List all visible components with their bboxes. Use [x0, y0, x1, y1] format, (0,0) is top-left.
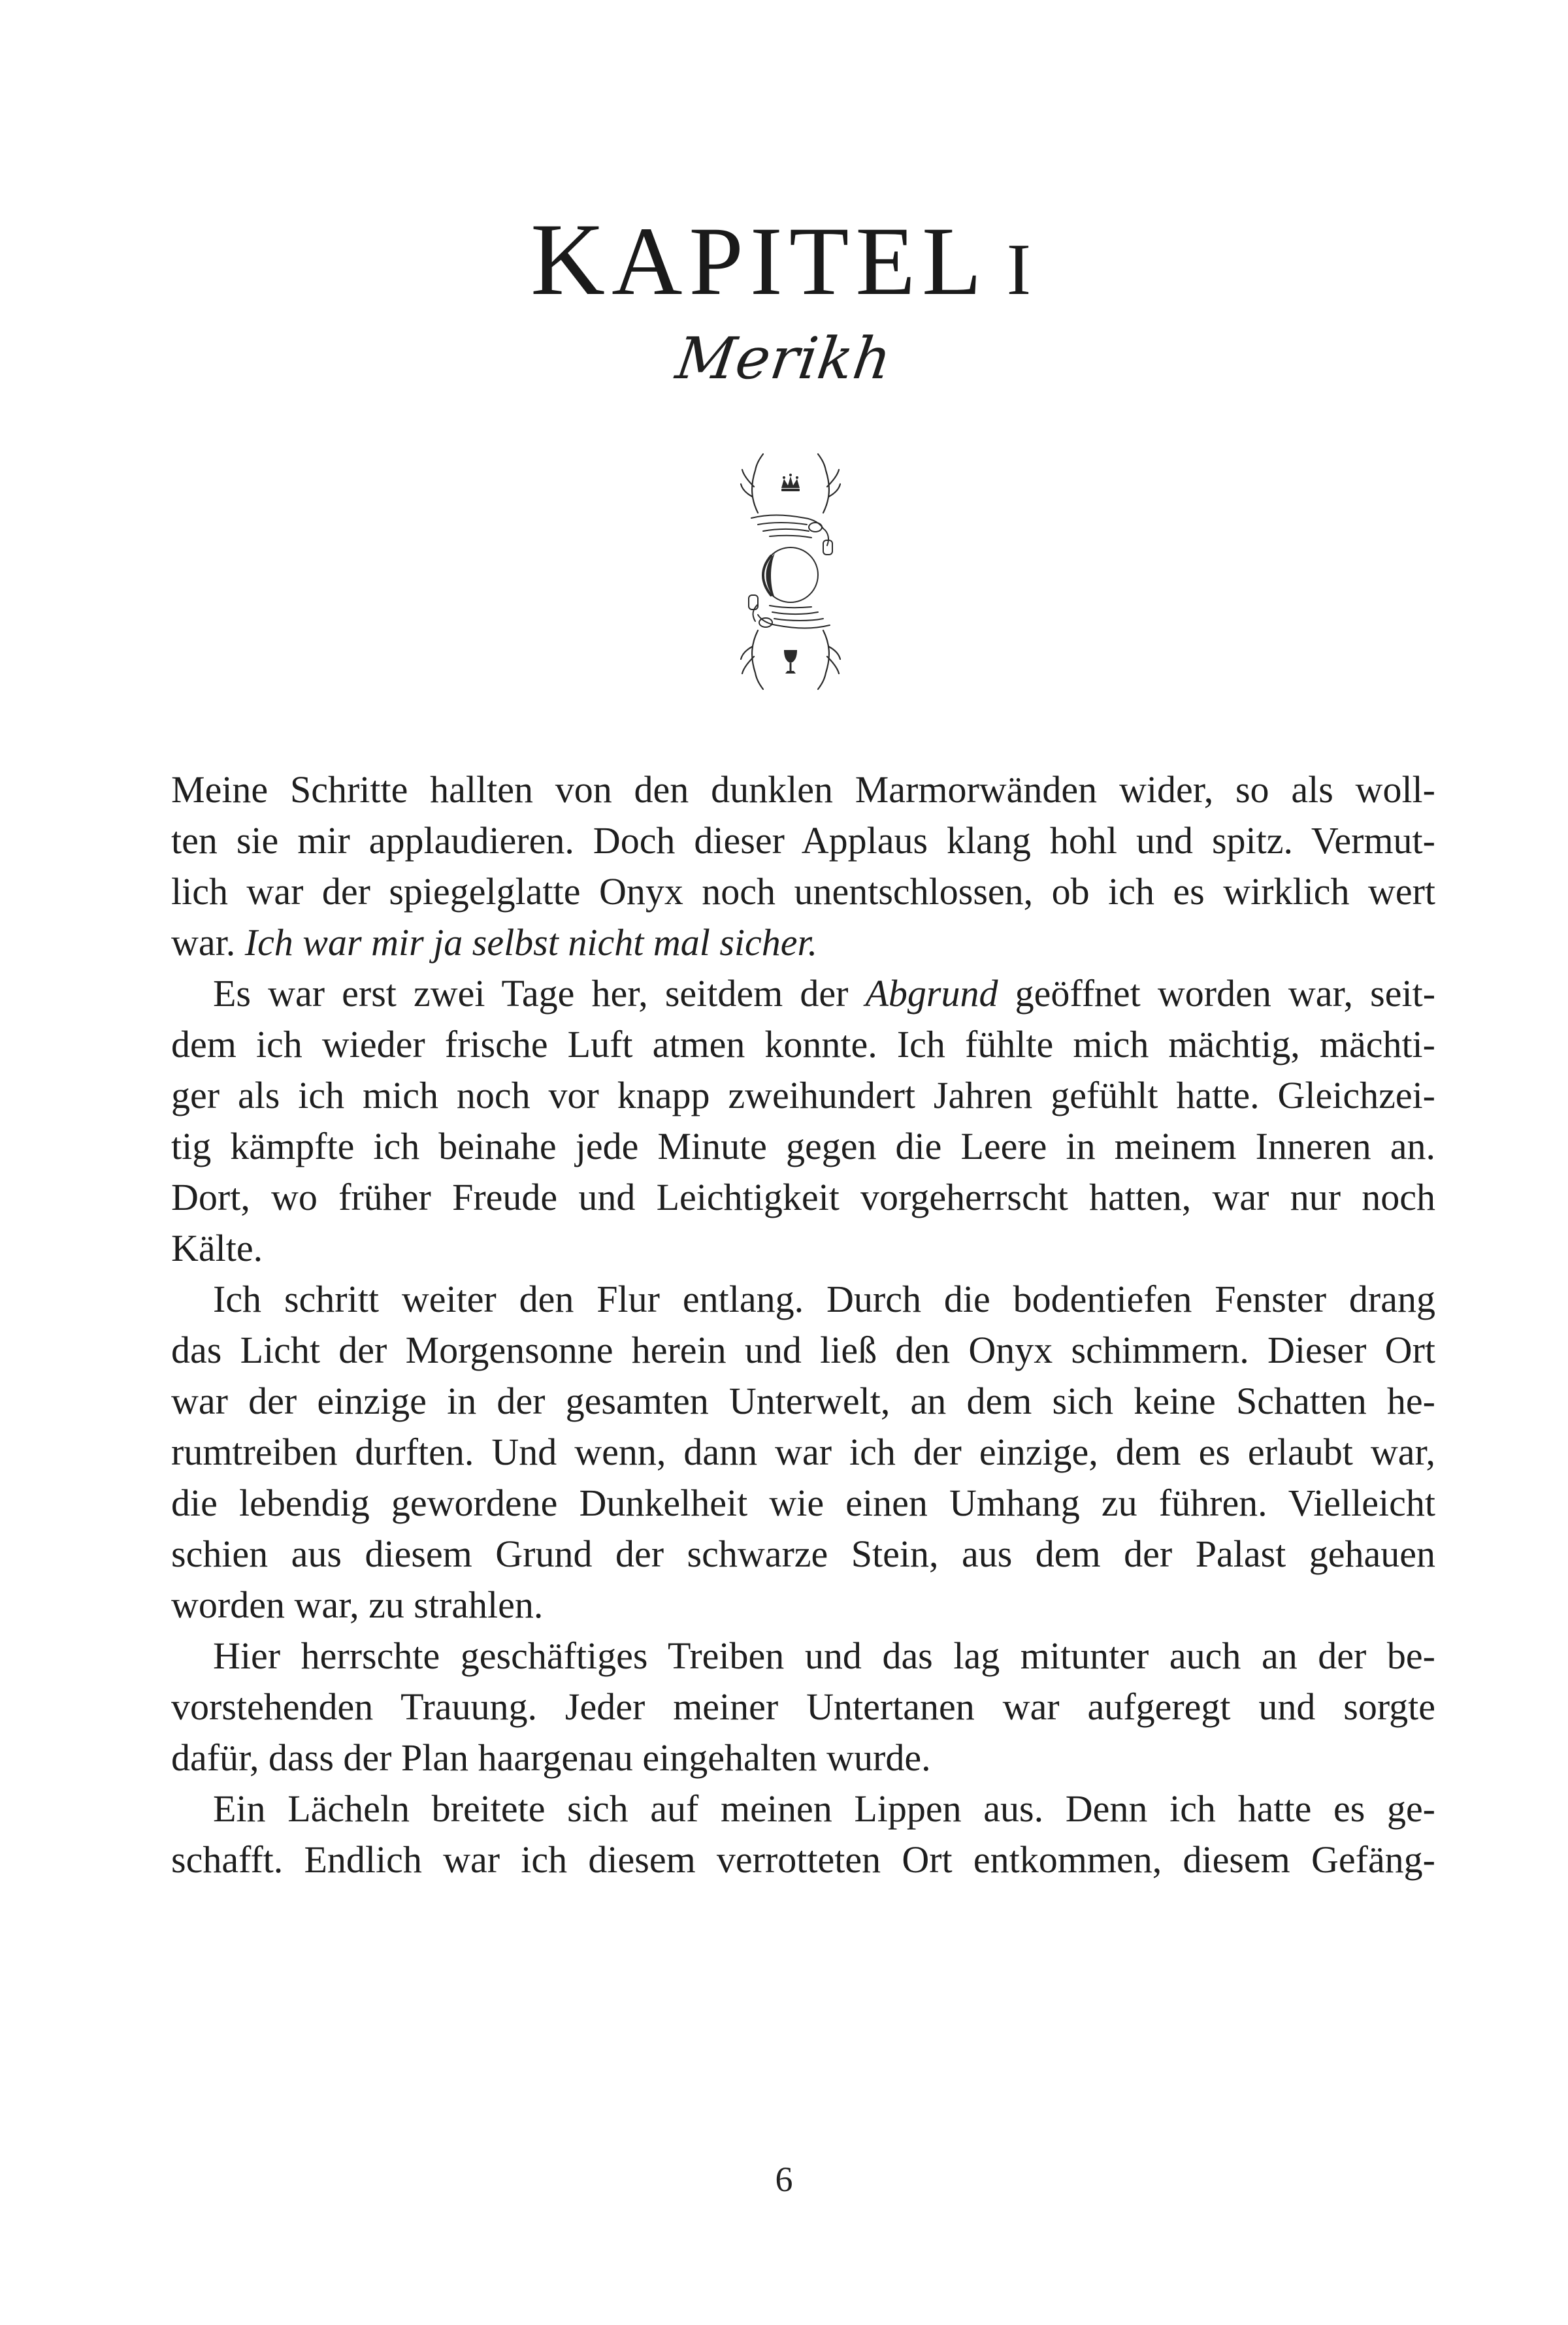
- italic-term: Abgrund: [865, 972, 998, 1015]
- text-line: dafür, dass der Plan haargenau eingehalten wurde.: [171, 1736, 931, 1779]
- text-line: ten sie mir applaudieren. Doch dieser Applaus klang hohl und spitz. Vermut-: [171, 819, 1435, 862]
- text-line: [171, 917, 1435, 968]
- text-line: vorstehenden Trauung. Jeder meiner Untertanen war aufgeregt und sorgte: [171, 1685, 1435, 1728]
- text-line: worden war, zu strahlen.: [171, 1584, 544, 1626]
- text-line: das Licht der Morgensonne herein und ließ den Onyx schimmern. Dieser Ort: [171, 1329, 1435, 1371]
- text-line: Kälte.: [171, 1227, 263, 1269]
- italic-thought: Ich war mir ja selbst nicht mal sicher.: [244, 921, 818, 964]
- paragraph-start-line: [171, 968, 1435, 1019]
- pov-character-name: Merikh: [672, 325, 896, 392]
- text-run: geöffnet worden war, seit-: [998, 972, 1436, 1015]
- text-line: die lebendig gewordene Dunkelheit wie einen Umhang zu führen. Vielleicht: [171, 1482, 1435, 1524]
- chapter-title: [0, 202, 1568, 317]
- paragraph-start-line: Ein Lächeln breitete sich auf meinen Lippen aus. Denn ich hatte es ge-: [213, 1787, 1435, 1830]
- antlers-crown-hands-moon-chalice-ornament-icon: [732, 441, 849, 702]
- chapter-title-word: APITEL: [612, 206, 988, 316]
- text-line: tig kämpfte ich beinahe jede Minute gegen die Leere in meinem Inneren an.: [171, 1125, 1435, 1167]
- chapter-body-text: [171, 764, 1435, 1885]
- text-line: schien aus diesem Grund der schwarze Stein, aus dem der Palast gehauen: [171, 1533, 1435, 1575]
- text-line: ger als ich mich noch vor knapp zweihundert Jahren gefühlt hatte. Gleichzei-: [171, 1074, 1435, 1116]
- paragraph-start-line: Hier herrschte geschäftiges Treiben und das lag mitunter auch an der be-: [213, 1634, 1435, 1677]
- text-line: Dort, wo früher Freude und Leichtigkeit vorgeherrscht hatten, war nur noch: [171, 1176, 1435, 1218]
- paragraph-start-line: Ich schritt weiter den Flur entlang. Durch die bodentiefen Fenster drang: [213, 1278, 1435, 1320]
- text-line: lich war der spiegelglatte Onyx noch unentschlossen, ob ich es wirklich wert: [171, 870, 1435, 913]
- text-line: Meine Schritte hallten von den dunklen Marmorwänden wider, so als woll-: [171, 768, 1435, 811]
- page-number: 6: [775, 2160, 793, 2199]
- text-line: rumtreiben durften. Und wenn, dann war ich der einzige, dem es erlaubt war,: [171, 1431, 1435, 1473]
- text-run: Es war erst zwei Tage her, seitdem der: [213, 972, 866, 1015]
- text-line: war der einzige in der gesamten Unterwelt, an dem sich keine Schatten he-: [171, 1380, 1435, 1422]
- text-line: dem ich wieder frische Luft atmen konnte. Ich fühlte mich mächtig, mächti-: [171, 1023, 1435, 1065]
- chapter-title-initial: K: [531, 202, 612, 317]
- text-line: schafft. Endlich war ich diesem verrotteten Ort entkommen, diesem Gefäng-: [171, 1838, 1435, 1881]
- text-run: war.: [171, 921, 245, 964]
- chapter-number: I: [1006, 229, 1037, 310]
